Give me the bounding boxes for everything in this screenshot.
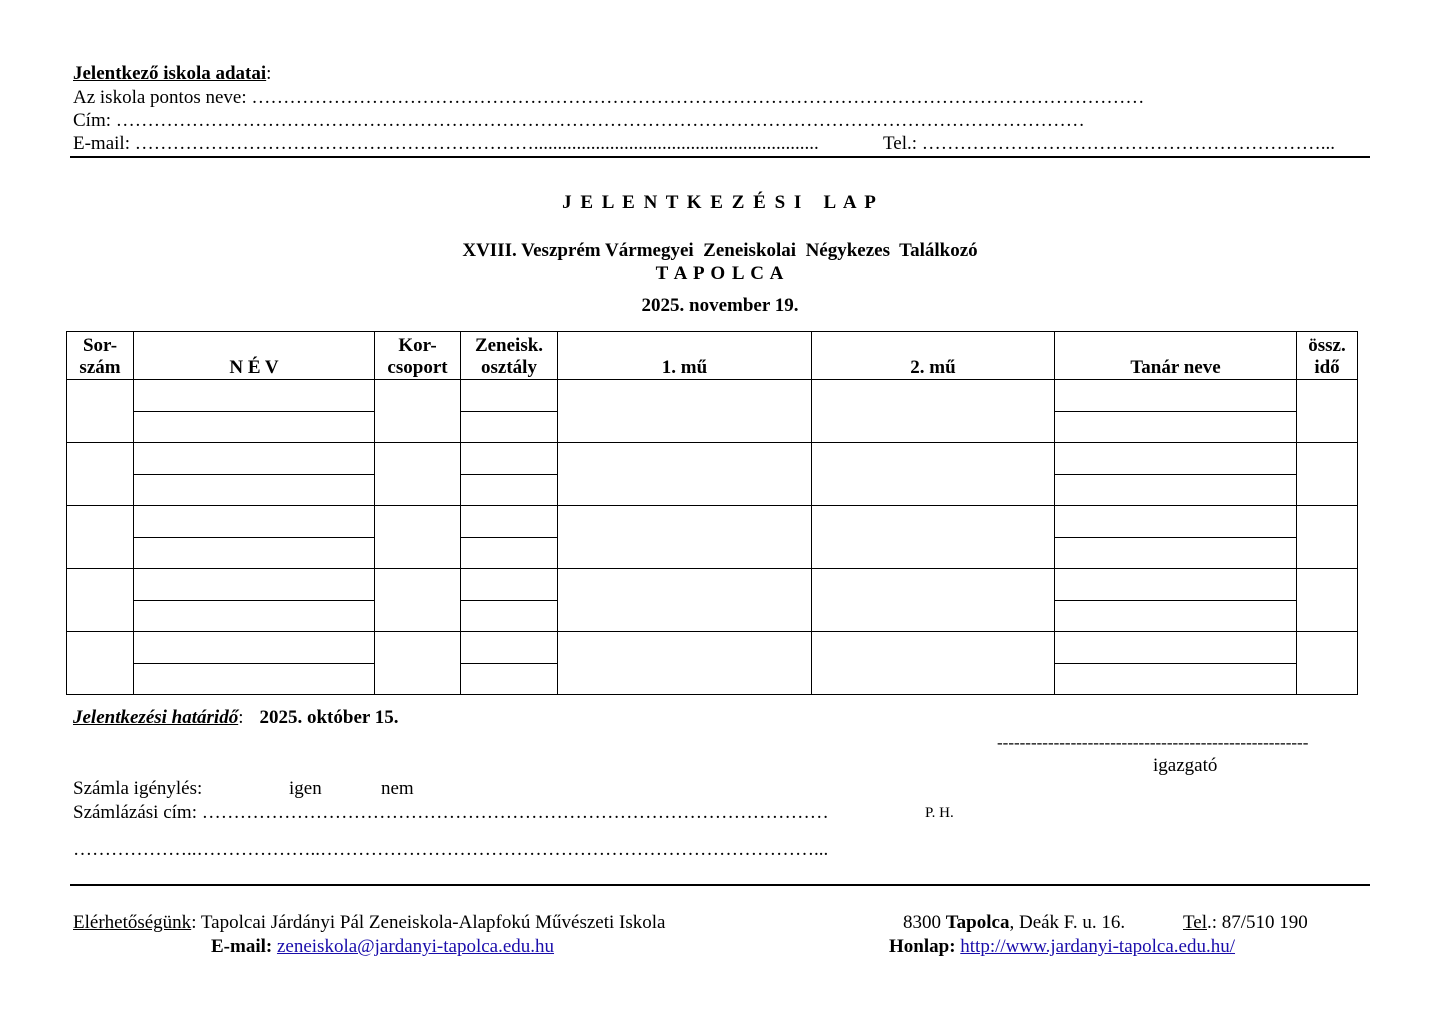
- col-header-ido: össz. idő: [1297, 332, 1358, 380]
- school-address-field[interactable]: Cím: ………………………………………………………………………………………………………………………………………: [73, 110, 1085, 131]
- header-divider: [70, 156, 1370, 158]
- cell-tanar[interactable]: [1055, 443, 1297, 506]
- footer-contact-colon: :: [191, 912, 197, 933]
- deadline: [73, 706, 398, 729]
- deadline-label: Jelentkezési határidő: [73, 707, 239, 728]
- cell-korcsoport[interactable]: [375, 506, 461, 569]
- form-title: J E L E N T K E Z É S I L A P: [562, 192, 878, 213]
- cell-ido[interactable]: [1297, 632, 1358, 695]
- school-tel-field[interactable]: Tel.: ………………………………………………………...: [883, 133, 1336, 154]
- invoice-request-label: Számla igénylés:: [73, 778, 203, 799]
- cell-sorszam[interactable]: [67, 380, 134, 443]
- cell-ido[interactable]: [1297, 506, 1358, 569]
- footer-web: [889, 935, 1235, 958]
- cell-sorszam[interactable]: [67, 632, 134, 695]
- cell-ido[interactable]: [1297, 443, 1358, 506]
- cell-tanar[interactable]: [1055, 380, 1297, 443]
- footer-tel-label: Tel: [1183, 912, 1207, 933]
- footer-tel: [1183, 911, 1308, 934]
- stamp-label: P. H.: [925, 805, 954, 821]
- cell-korcsoport[interactable]: [375, 632, 461, 695]
- footer-contact-label: Elérhetőségünk: [73, 912, 192, 933]
- table-row: [67, 569, 1358, 632]
- school-name-field[interactable]: Az iskola pontos neve: ……………………………………………………………………………………………………………………………: [73, 87, 1145, 108]
- cell-mu2[interactable]: [812, 632, 1055, 695]
- cell-osztaly[interactable]: [461, 380, 558, 443]
- footer-divider: [70, 884, 1370, 886]
- cell-tanar[interactable]: [1055, 632, 1297, 695]
- footer-web-label: Honlap:: [889, 936, 956, 957]
- table-row: [67, 632, 1358, 695]
- cell-ido[interactable]: [1297, 569, 1358, 632]
- cell-mu2[interactable]: [812, 569, 1055, 632]
- col-header-mu1: 1. mű: [558, 332, 812, 380]
- event-date: 2025. november 19.: [641, 295, 799, 316]
- cell-nev[interactable]: [134, 443, 375, 506]
- col-header-sorszam: Sor- szám: [67, 332, 134, 380]
- table-row: [67, 506, 1358, 569]
- registration-table: [66, 331, 1358, 695]
- cell-korcsoport[interactable]: [375, 569, 461, 632]
- cell-osztaly[interactable]: [461, 443, 558, 506]
- footer-web-link[interactable]: http://www.jardanyi-tapolca.edu.hu/: [960, 936, 1236, 957]
- deadline-colon: :: [238, 707, 244, 728]
- footer-city: Tapolca: [945, 912, 1010, 933]
- col-header-osztaly: Zeneisk. osztály: [461, 332, 558, 380]
- school-data-heading: [73, 62, 271, 85]
- cell-sorszam[interactable]: [67, 569, 134, 632]
- table-row: [67, 380, 1358, 443]
- cell-osztaly[interactable]: [461, 506, 558, 569]
- cell-tanar[interactable]: [1055, 506, 1297, 569]
- cell-ido[interactable]: [1297, 380, 1358, 443]
- footer-zip: 8300: [903, 912, 941, 933]
- school-data-heading-colon: :: [266, 63, 272, 84]
- col-header-tanar: Tanár neve: [1055, 332, 1297, 380]
- deadline-date: 2025. október 15.: [259, 707, 399, 728]
- footer-email-link[interactable]: zeneiskola@jardanyi-tapolca.edu.hu: [276, 936, 555, 957]
- school-email-field[interactable]: E-mail: ………………………………………………………............................................................: [73, 133, 819, 154]
- cell-osztaly[interactable]: [461, 569, 558, 632]
- cell-nev[interactable]: [134, 506, 375, 569]
- table-header-row: [67, 332, 1358, 380]
- cell-mu2[interactable]: [812, 506, 1055, 569]
- footer-school-name: Tapolcai Járdányi Pál Zeneiskola-Alapfokú Művészeti Iskola: [200, 912, 666, 933]
- footer-contact: [73, 911, 665, 934]
- cell-nev[interactable]: [134, 569, 375, 632]
- table-row: [67, 443, 1358, 506]
- col-header-mu2: 2. mű: [812, 332, 1055, 380]
- cell-mu1[interactable]: [558, 380, 812, 443]
- cell-nev[interactable]: [134, 632, 375, 695]
- footer-tel-value: .: 87/510 190: [1207, 912, 1308, 933]
- footer-address: [903, 911, 1125, 934]
- invoice-address-extra-field[interactable]: ………………..………………..……………………………………………………………………...: [73, 839, 829, 860]
- event-title: XVIII. Veszprém Vármegyei Zeneiskolai Négykezes Találkozó: [462, 240, 978, 261]
- invoice-yes-option[interactable]: igen: [289, 778, 322, 799]
- cell-mu1[interactable]: [558, 443, 812, 506]
- cell-sorszam[interactable]: [67, 443, 134, 506]
- cell-osztaly[interactable]: [461, 632, 558, 695]
- footer-street: , Deák F. u. 16.: [1009, 912, 1126, 933]
- invoice-address-field[interactable]: Számlázási cím: ………………………………………………………………………………………: [73, 802, 829, 823]
- cell-tanar[interactable]: [1055, 569, 1297, 632]
- cell-mu2[interactable]: [812, 380, 1055, 443]
- cell-mu2[interactable]: [812, 443, 1055, 506]
- signature-label: igazgató: [1153, 755, 1218, 776]
- signature-line[interactable]: -------------------------------------------------------: [997, 733, 1309, 752]
- event-city: T A P O L C A: [655, 263, 785, 284]
- cell-nev[interactable]: [134, 380, 375, 443]
- col-header-nev: N É V: [134, 332, 375, 380]
- cell-mu1[interactable]: [558, 632, 812, 695]
- cell-korcsoport[interactable]: [375, 443, 461, 506]
- footer-email-label: E-mail:: [211, 936, 273, 957]
- cell-korcsoport[interactable]: [375, 380, 461, 443]
- footer-email: [211, 935, 554, 958]
- cell-mu1[interactable]: [558, 569, 812, 632]
- cell-mu1[interactable]: [558, 506, 812, 569]
- school-data-heading-text: Jelentkező iskola adatai: [73, 63, 267, 84]
- col-header-korcsoport: Kor- csoport: [375, 332, 461, 380]
- invoice-no-option[interactable]: nem: [381, 778, 414, 799]
- cell-sorszam[interactable]: [67, 506, 134, 569]
